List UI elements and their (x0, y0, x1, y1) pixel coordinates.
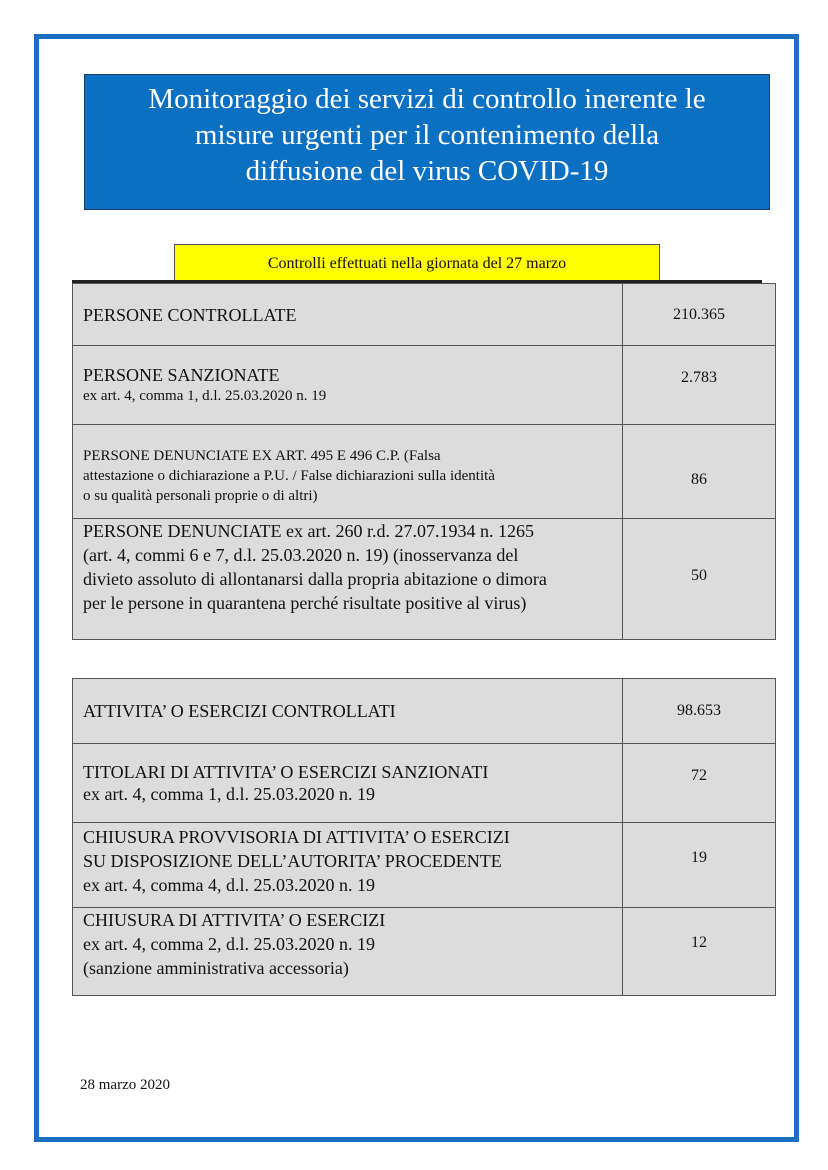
row-value-text: 19 (691, 849, 707, 866)
row-label-text: divieto assoluto di allontanarsi dalla propria abitazione o dimora (83, 569, 547, 589)
row-value (623, 744, 776, 823)
businesses-table (72, 678, 776, 996)
row-label-text: PERSONE CONTROLLATE (83, 304, 297, 325)
row-label-text: TITOLARI DI ATTIVITA’ O ESERCIZI SANZIONATI (83, 762, 489, 782)
row-label-text: PERSONE SANZIONATE (83, 365, 280, 385)
row-label-text: ex art. 4, comma 4, d.l. 25.03.2020 n. 19 (83, 875, 375, 895)
row-value-text: 86 (691, 471, 707, 488)
row-value (623, 284, 776, 346)
row-label-text: ATTIVITA’ O ESERCIZI CONTROLLATI (83, 701, 396, 721)
table-row (73, 744, 776, 823)
row-label-text: PERSONE DENUNCIATE ex art. 260 r.d. 27.07.1934 n. 1265 (83, 521, 534, 541)
row-value-text: 210.365 (673, 305, 725, 323)
row-label (73, 519, 623, 640)
row-label-text: ex art. 4, comma 2, d.l. 25.03.2020 n. 19 (83, 934, 375, 954)
document-title (84, 74, 770, 210)
row-value-text: 50 (691, 567, 707, 584)
row-label-subtext: ex art. 4, comma 1, d.l. 25.03.2020 n. 19 (83, 784, 375, 804)
table-row (73, 679, 776, 744)
table-row (73, 519, 776, 640)
row-value (623, 679, 776, 744)
row-value (623, 425, 776, 519)
table-row (73, 346, 776, 425)
persons-table (72, 283, 776, 640)
row-label-text: PERSONE DENUNCIATE EX ART. 495 E 496 C.P. (Falsa (83, 448, 441, 464)
row-label (73, 679, 623, 744)
table-row (73, 425, 776, 519)
date-banner: Controlli effettuati nella giornata del 27 marzo (174, 244, 660, 282)
row-label-text: CHIUSURA PROVVISORIA DI ATTIVITA’ O ESERCIZI (83, 827, 510, 847)
row-label (73, 425, 623, 519)
row-label-text: per le persone in quarantena perché risultate positive al virus) (83, 593, 527, 613)
table-row (73, 284, 776, 346)
row-label-text: o su qualità personali proprie o di altri) (83, 488, 318, 504)
row-value-text: 12 (691, 934, 707, 951)
row-value-text: 98.653 (677, 702, 721, 719)
row-label-subtext: ex art. 4, comma 1, d.l. 25.03.2020 n. 19 (83, 388, 327, 404)
table-row (73, 908, 776, 996)
row-value (623, 908, 776, 996)
title-line: misure urgenti per il contenimento della (194, 119, 660, 151)
row-label-text: SU DISPOSIZIONE DELL’AUTORITA’ PROCEDENTE (83, 851, 502, 871)
row-label (73, 284, 623, 346)
row-value (623, 346, 776, 425)
row-label-text: (art. 4, commi 6 e 7, d.l. 25.03.2020 n. 19) (inosservanza del (83, 545, 519, 565)
row-value-text: 72 (691, 767, 707, 784)
row-label (73, 346, 623, 425)
row-label (73, 823, 623, 908)
title-line: Monitoraggio dei servizi di controllo inerente le (148, 83, 706, 115)
row-label-text: attestazione o dichiarazione a P.U. / False dichiarazioni sulla identità (83, 468, 495, 484)
row-value-text: 2.783 (681, 369, 717, 386)
row-label-text: CHIUSURA DI ATTIVITA’ O ESERCIZI (83, 910, 386, 930)
row-label (73, 744, 623, 823)
title-line: diffusione del virus COVID-19 (245, 155, 609, 187)
row-label (73, 908, 623, 996)
row-label-text: (sanzione amministrativa accessoria) (83, 958, 349, 978)
row-value (623, 519, 776, 640)
table-row (73, 823, 776, 908)
row-value (623, 823, 776, 908)
footer-date: 28 marzo 2020 (80, 1077, 170, 1093)
